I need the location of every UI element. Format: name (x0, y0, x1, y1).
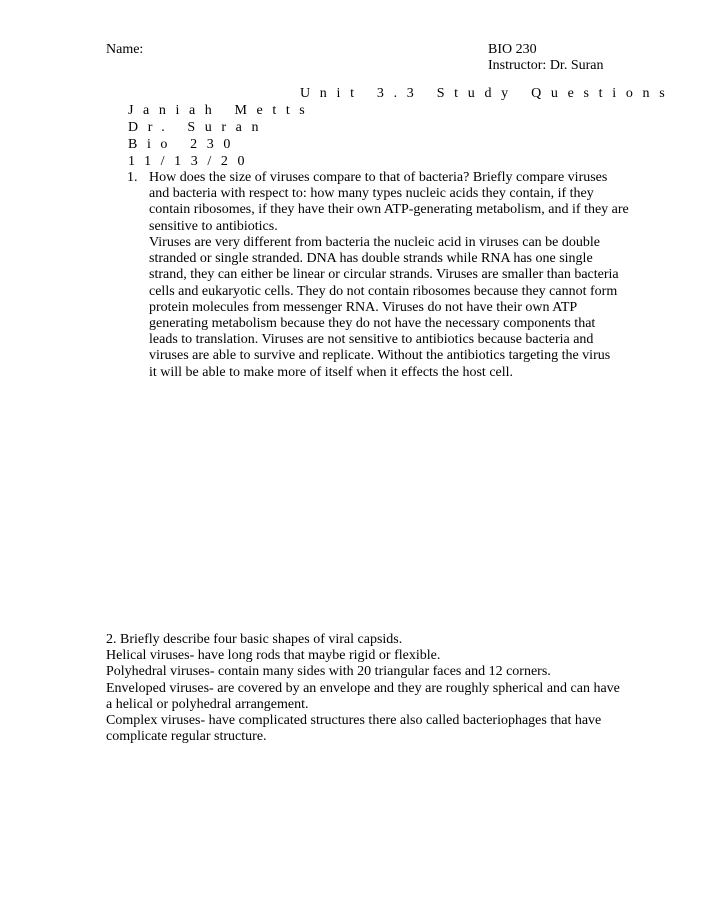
answer-enveloped: Enveloped viruses- are covered by an envelope and they are roughly spherical and can have a helical or polyhedral arrangement. (106, 680, 620, 712)
student-course: Bio 230 (128, 137, 240, 152)
name-label: Name: (106, 42, 144, 57)
student-name: Janiah Metts (128, 103, 315, 118)
date: 11/13/20 (128, 154, 255, 169)
answer-helical: Helical viruses- have long rods that maybe rigid or flexible. (106, 648, 441, 664)
course-code: BIO 230 (488, 42, 537, 57)
answer-polyhedral: Polyhedral viruses- contain many sides with 20 triangular faces and 12 corners. (106, 664, 551, 680)
teacher-name: Dr. Suran (128, 120, 269, 135)
question-2-block (106, 632, 626, 745)
question-1-answer: Viruses are very different from bacteria the nucleic acid in viruses can be double stranded or single stranded. DNA has double strands while RNA has one single strand, they can either be linear or circular strands. Viruses are smaller than bacteria cells and eukaryotic cells. They do not contain ribosomes because they cannot form protein molecules from messenger RNA. Viruses do not have their own ATP generating metabolism because they do not have the necessary components that leads to translation. Viruses are not sensitive to antibiotics because bacteria and viruses are able to survive and replicate. Without the antibiotics targeting the virus it will be able to make more of itself when it effects the host cell. (149, 235, 619, 380)
question-2-text: 2. Briefly describe four basic shapes of viral capsids. (106, 632, 403, 647)
answer-complex: Complex viruses- have complicated structures there also called bacteriophages that have complicate regular structure. (106, 713, 602, 745)
document-title: Unit 3.3 Study Questions (300, 86, 675, 101)
question-1-number: 1. (127, 170, 138, 185)
instructor-label: Instructor: Dr. Suran (488, 58, 604, 73)
question-1-text: How does the size of viruses compare to that of bacteria? Briefly compare viruses and bacteria with respect to: how many types nucleic acids they contain, if they contain ribosomes, if they have their own ATP-generating metabolism, and if they are sensitive to antibiotics. (149, 170, 629, 234)
